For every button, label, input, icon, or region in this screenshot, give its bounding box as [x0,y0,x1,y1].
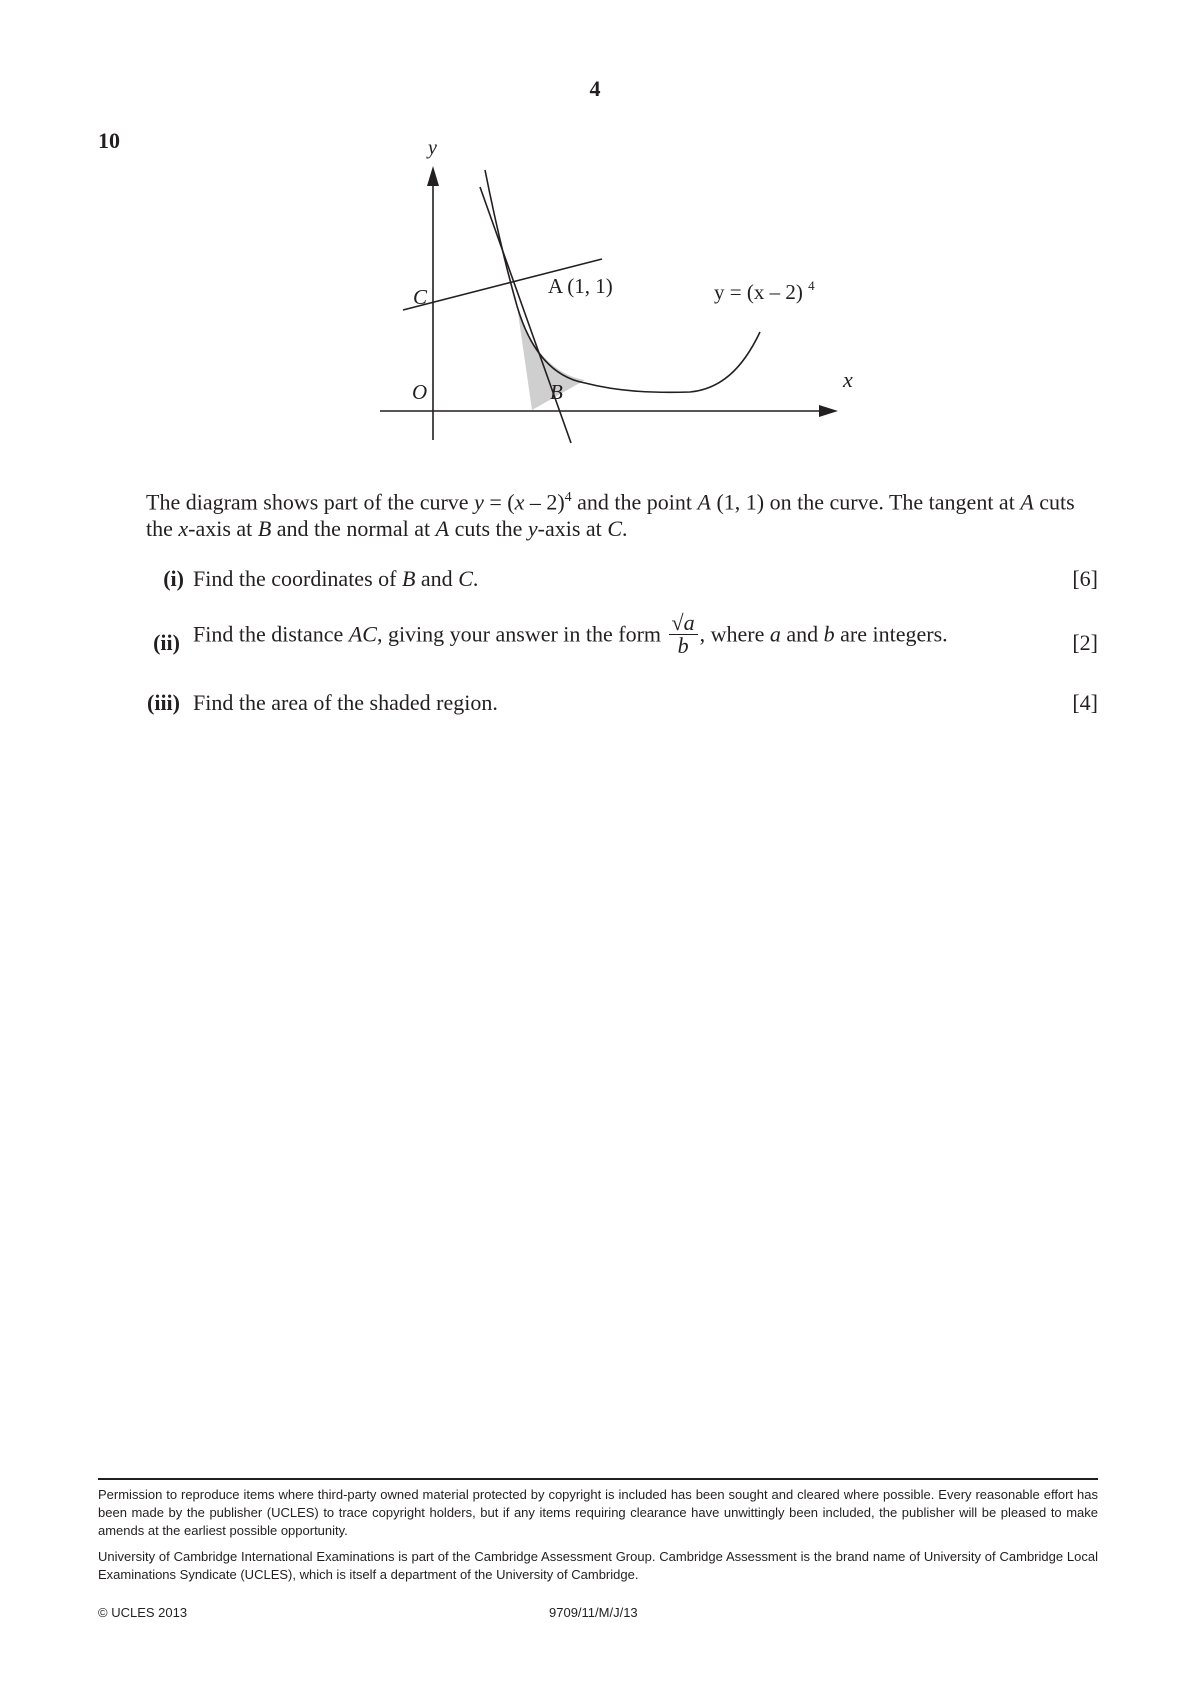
stem-text: = ( [483,489,515,515]
curve-label [714,278,815,304]
stem-text: The diagram shows part of the curve [146,489,475,515]
tangent-line [480,187,571,443]
stem-var: x [514,489,525,515]
part-var: AC [348,621,377,647]
part-label: (iii) [147,690,180,715]
x-axis-arrow [819,405,838,417]
question-part-ii [0,610,1190,670]
footer-divider [98,1478,1098,1480]
part-text-run: . [472,566,479,591]
stem-var: C [607,516,622,542]
footer-copyright: © UCLES 2013 [98,1605,188,1620]
part-var: a [769,621,781,647]
part-text-run: Find the distance [193,621,349,647]
surd-fraction [669,612,698,657]
stem-text: . [622,516,628,542]
part-text [193,566,478,592]
stem-text: -axis at [188,516,258,542]
x-axis-label: x [843,367,853,392]
part-marks: [6] [1072,566,1098,591]
fraction-numerator: √a [669,612,698,635]
part-text [193,610,948,659]
footer-ucles-info: University of Cambridge International Examinations is part of the Cambridge Assessment Group. Cambridge Assessment is the brand name of University of Cambridge Local Examinations Syndicate (UCLES), which is itself a department of the University of Cambridge. [98,1549,1098,1582]
stem-var: B [257,516,272,542]
stem-text: -axis at [537,516,608,542]
stem-exponent: 4 [564,490,572,505]
origin-label: O [412,380,428,404]
part-marks: [2] [1072,630,1098,655]
stem-var: x [178,516,189,542]
part-text: Find the area of the shaded region. [193,690,498,715]
fraction-denominator: b [677,633,689,658]
part-text-run: Find the coordinates of [193,566,402,591]
question-number: 10 [98,128,120,153]
part-text-run: are integers. [834,621,948,647]
stem-var: A [1020,489,1034,515]
curve-label-lhs: y = (x – 2) [714,280,803,304]
part-text-run: and [780,621,824,647]
stem-text: cuts the [146,489,1075,542]
stem-var: y [527,516,538,542]
stem-text: – 2) [524,489,565,515]
y-axis-label: y [428,140,437,159]
question-stem [146,484,1098,542]
curve-label-exponent: 4 [808,278,815,293]
footer-paper-code: 9709/11/M/J/13 [549,1605,638,1620]
point-b-label: B [550,380,563,404]
y-axis-arrow [427,166,439,186]
stem-text: (1, 1) on the curve. The tangent at [710,489,1021,515]
part-var: B [401,566,416,591]
part-var: C [458,566,473,591]
part-label: (i) [163,566,184,591]
stem-var: A [697,489,711,515]
stem-var: y [474,489,484,515]
point-c-label: C [413,285,428,309]
part-var: b [823,621,835,647]
stem-text: and the normal at [271,516,436,542]
part-label: (ii) [153,630,180,655]
curve-diagram [380,140,860,450]
stem-var: A [435,516,450,542]
footer-permission: Permission to reproduce items where third-party owned material protected by copyright is included has been sought and cleared where possible. Every reasonable effort has been made by the publisher (UCLES) to trace copyright holders, but if any items requiring clearance have unwittingly been included, the publisher will be pleased to make amends at the earliest possible opportunity. [98,1487,1098,1538]
part-text-run: , giving your answer in the form [376,621,667,647]
part-marks: [4] [1072,690,1098,715]
question-part-iii [0,690,1190,720]
part-text-run: , where [699,621,770,647]
question-part-i [0,566,1190,596]
stem-text: cuts the [449,516,528,542]
stem-text: and the point [571,489,698,515]
point-a-label: A (1, 1) [548,274,613,298]
page-number: 4 [589,76,601,101]
part-text-run: and [415,566,459,591]
